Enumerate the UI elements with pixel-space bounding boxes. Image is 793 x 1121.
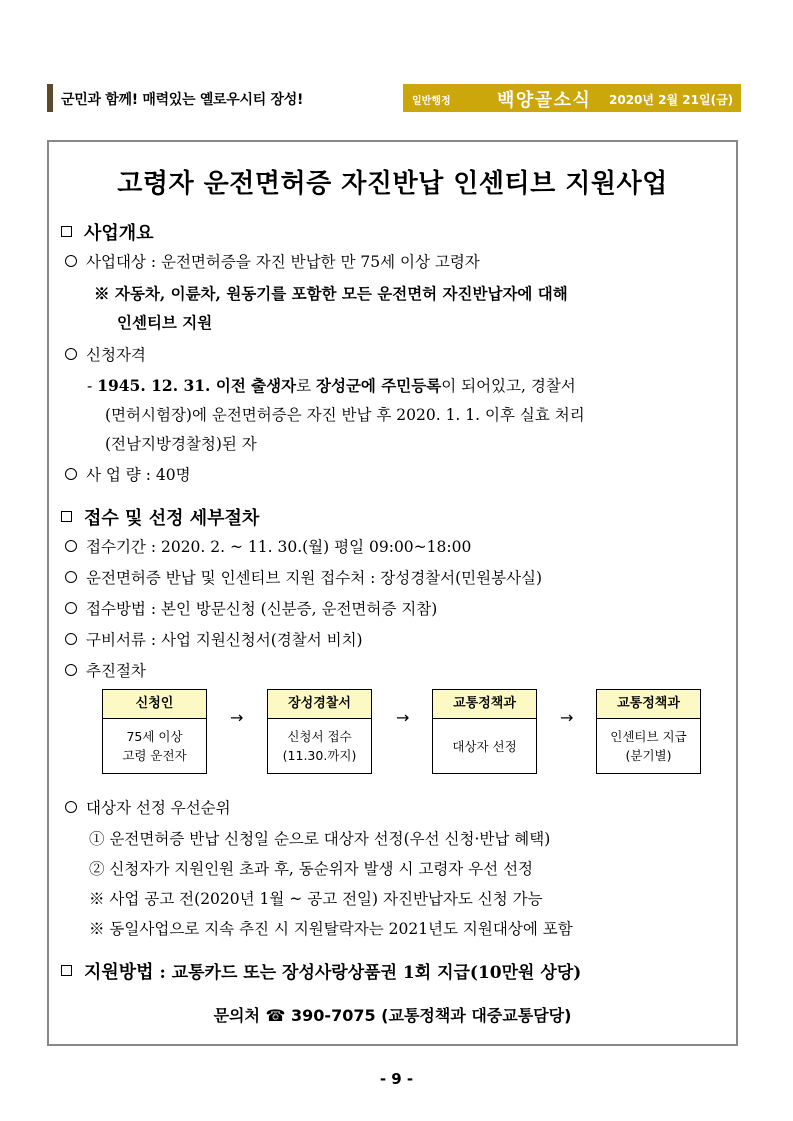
support-method: 지원방법 : 교통카드 또는 장성사랑상품권 1회 지급(10만원 상당) (61, 958, 581, 984)
procedure-flow-label: 추진절차 (65, 659, 146, 681)
eligibility-line1: - 1945. 12. 31. 이전 출생자로 장성군에 주민등록이 되어있고, 경찰서 (87, 376, 576, 395)
header-title-box (403, 84, 741, 112)
article-frame (47, 140, 738, 1046)
procedure-place: 운전면허증 반납 및 인센티브 지원 접수처 : 장성경찰서(민원봉사실) (65, 566, 542, 588)
priority-label: 대상자 선정 우선순위 (65, 796, 231, 818)
eligibility-line2: (면허시험장)에 운전면허증은 자진 반납 후 2020. 1. 1. 이후 실효 처리 (105, 406, 585, 424)
circle-bullet-icon (65, 468, 77, 480)
page-number: - 9 - (379, 1070, 414, 1088)
procedure-method: 접수방법 : 본인 방문신청 (신분증, 운전면허증 지참) (65, 597, 437, 619)
circle-bullet-icon (65, 633, 77, 645)
issue-date: 2020년 2월 21일(금) (609, 93, 734, 107)
section-heading-procedure: 접수 및 선정 세부절차 (61, 504, 259, 530)
priority-2: ② 신청자가 지원인원 초과 후, 동순위자 발생 시 고령자 우선 선정 (89, 860, 534, 878)
priority-1: ① 운전면허증 반납 신청일 순으로 대상자 선정(우선 신청·반납 혜택) (89, 830, 551, 848)
circle-bullet-icon (65, 348, 77, 360)
header-accent-bar (47, 84, 53, 112)
newsletter-header (47, 84, 741, 112)
circle-bullet-icon (65, 801, 77, 813)
flow-step-traffic-selection (432, 689, 537, 774)
flow-step-title: 신청인 (103, 690, 206, 719)
flow-step-police (267, 689, 372, 774)
flow-step-applicant (102, 689, 207, 774)
circle-bullet-icon (65, 602, 77, 614)
procedure-documents: 구비서류 : 사업 지원신청서(경찰서 비치) (65, 628, 363, 650)
flow-step-detail: 신청서 접수 (287, 729, 352, 744)
section-heading-overview: 사업개요 (61, 219, 154, 245)
flow-step-detail: (분기별) (625, 748, 672, 763)
header-slogan: 군민과 함께! 매력있는 옐로우시티 장성! (61, 92, 304, 108)
procedure-period: 접수기간 : 2020. 2. ~ 11. 30.(월) 평일 09:00~18:00 (65, 535, 471, 557)
flow-step-detail: (11.30.까지) (282, 748, 357, 763)
square-bullet-icon (61, 511, 72, 522)
flow-step-detail: 고령 운전자 (122, 748, 187, 763)
overview-eligibility: 신청자격 (65, 343, 146, 365)
contact-info: 문의처 ☎ 390-7075 (교통정책과 대중교통담당) (213, 1006, 572, 1025)
flow-step-detail: 대상자 선정 (452, 738, 517, 754)
flow-arrow-icon: → (396, 708, 410, 727)
flow-step-traffic-payment (596, 689, 701, 774)
flow-step-detail: 75세 이상 (126, 729, 183, 744)
circle-bullet-icon (65, 255, 77, 267)
square-bullet-icon (61, 226, 72, 237)
article-title: 고령자 운전면허증 자진반납 인센티브 지원사업 (117, 169, 668, 199)
flow-arrow-icon: → (560, 708, 574, 727)
overview-target: 사업대상 : 운전면허증을 자진 반납한 만 75세 이상 고령자 (65, 250, 480, 272)
flow-step-title: 교통정책과 (433, 690, 536, 719)
flow-arrow-icon: → (230, 708, 244, 727)
flow-step-title: 교통정책과 (597, 690, 700, 719)
overview-quantity: 사 업 량 : 40명 (65, 463, 191, 485)
overview-note-line2: 인센티브 지원 (117, 313, 213, 332)
circle-bullet-icon (65, 664, 77, 676)
header-category: 일반행정 (412, 96, 451, 107)
circle-bullet-icon (65, 540, 77, 552)
overview-note-line1: ※ 자동차, 이륜차, 원동기를 포함한 모든 운전면허 자진반납자에 대해 (94, 284, 568, 303)
priority-note-2: ※ 동일사업으로 지속 추진 시 지원탈락자는 2021년도 지원대상에 포함 (89, 920, 573, 938)
circle-bullet-icon (65, 571, 77, 583)
newsletter-name: 백양골소식 (497, 90, 592, 111)
flow-step-title: 장성경찰서 (268, 690, 371, 719)
square-bullet-icon (61, 965, 72, 976)
flow-step-detail: 인센티브 지급 (610, 729, 687, 744)
priority-note-1: ※ 사업 공고 전(2020년 1월 ~ 공고 전일) 자진반납자도 신청 가능 (89, 890, 543, 908)
eligibility-line3: (전남지방경찰청)된 자 (105, 435, 257, 453)
